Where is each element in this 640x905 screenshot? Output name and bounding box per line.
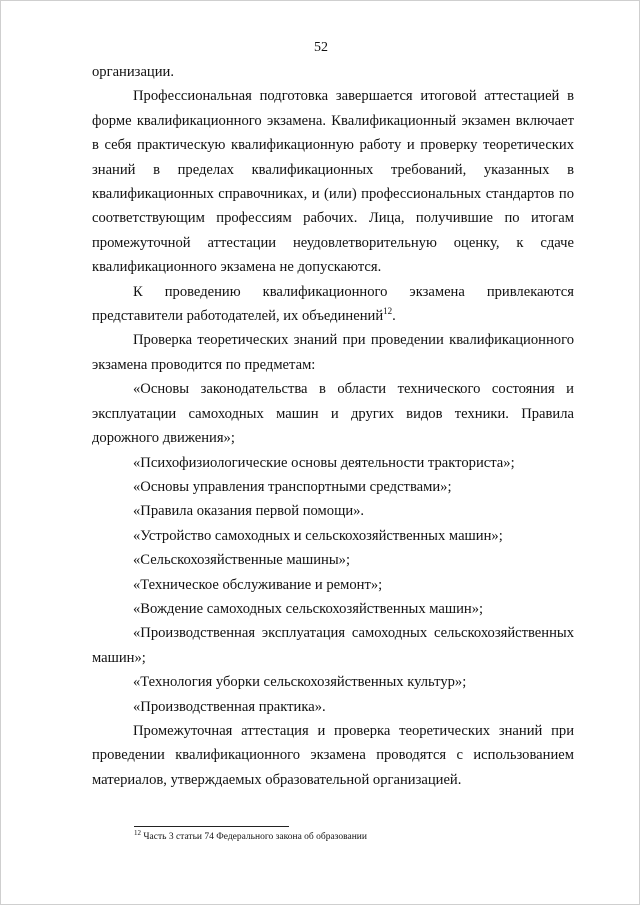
page-number: 52 (314, 40, 328, 55)
footnote-ref-12[interactable]: 12 (383, 306, 393, 317)
paragraph-intermediate-attestation: Промежуточная аттестация и проверка теоретических знаний при проведении квалификационного экзамена проводятся с использованием материалов, утверждаемых образовательной организацией. (92, 722, 574, 788)
subject-item: «Правила оказания первой помощи». (133, 503, 365, 520)
footnote-divider (134, 826, 289, 827)
paragraph-final-attestation: Профессиональная подготовка завершается итоговой аттестацией в форме квалификационного экзамена. Квалификационный экзамен включает в себя практическую квалификационную работу и проверку теоретических знаний в пределах квалификационных требований, указанных в квалификационных справочниках, и (или) профессиональных стандартов по соответствующим профессиям рабочих. Лица, получившие по итогам промежуточной аттестации неудовлетворительную оценку, к сдаче квалификационного экзамена не допускаются. (92, 88, 574, 276)
subject-item: «Вождение самоходных сельскохозяйственных машин»; (133, 600, 484, 617)
paragraph-subjects-intro: Проверка теоретических знаний при проведении квалификационного экзамена проводится по предметам: (92, 332, 574, 373)
footnote (134, 828, 574, 843)
subject-item: «Устройство самоходных и сельскохозяйственных машин»; (133, 527, 503, 544)
paragraph-employers (92, 280, 574, 329)
subject-item: «Сельскохозяйственные машины»; (133, 552, 351, 569)
subject-item: «Основы управления транспортными средствами»; (133, 478, 452, 495)
paragraph-employers-text: К проведению квалификационного экзамена привлекаются представители работодателей, их объединений (92, 283, 574, 325)
footnote-number: 12 (134, 828, 141, 837)
subject-item: «Психофизиологические основы деятельности тракториста»; (133, 454, 515, 471)
subject-item: «Основы законодательства в области технического состояния и эксплуатации самоходных машин и других видов техники. Правила дорожного движения»; (92, 381, 574, 447)
footnote-text: Часть 3 статьи 74 Федерального закона об образовании (141, 832, 367, 842)
subject-item: «Техническое обслуживание и ремонт»; (133, 576, 383, 593)
subject-item: «Производственная эксплуатация самоходных сельскохозяйственных машин»; (92, 625, 574, 666)
document-body (92, 60, 574, 792)
paragraph-continuation: организации. (92, 64, 174, 80)
subject-item: «Производственная практика». (133, 698, 326, 715)
paragraph-employers-end: . (392, 308, 396, 325)
subject-item: «Технология уборки сельскохозяйственных культур»; (133, 674, 467, 691)
